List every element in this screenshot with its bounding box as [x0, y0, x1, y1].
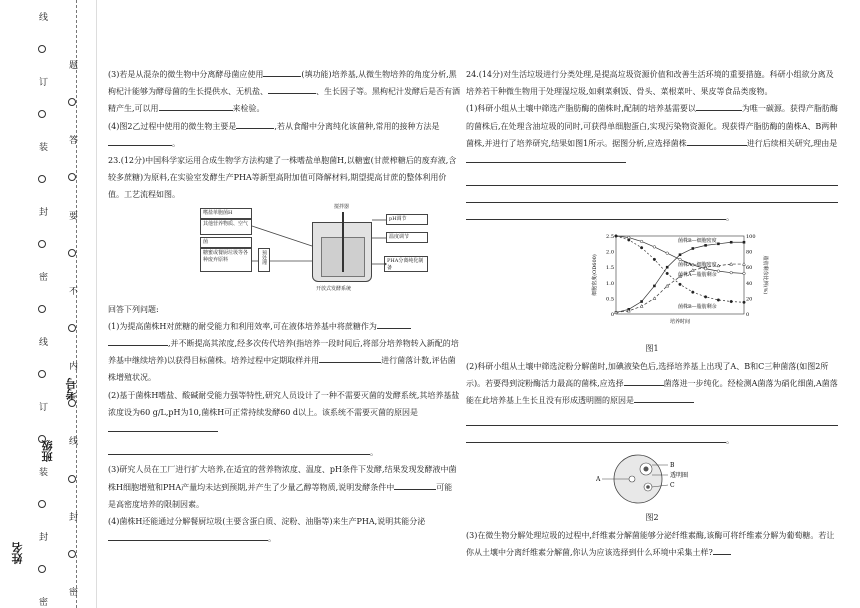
binding-hole-icon: [68, 98, 76, 106]
seal-char: 线: [37, 12, 47, 21]
seal-char: 装: [37, 142, 47, 151]
answer-blank[interactable]: [687, 137, 747, 146]
y-left-axis-label: 细胞密度(OD600): [592, 254, 598, 297]
name-label: 姓名: [11, 542, 24, 564]
data-point: [730, 301, 733, 304]
flow-box-nutrients: 其他营养物质、空气: [200, 219, 252, 235]
x-axis-label: 培养时间: [669, 319, 691, 326]
data-point: [640, 305, 643, 308]
binding-hole-icon: [68, 550, 76, 558]
binding-hole-icon: [38, 565, 46, 573]
answer-blank[interactable]: [108, 137, 172, 146]
data-point: [717, 299, 720, 302]
series-label: 菌株A—细胞密度: [678, 262, 717, 269]
ph-control-box: pH调节: [386, 214, 428, 225]
answer-blank[interactable]: [394, 481, 436, 490]
data-point: [743, 273, 746, 276]
data-point: [628, 239, 631, 242]
answer-blank[interactable]: [268, 85, 316, 94]
y-right-tick-label: 40: [746, 281, 753, 288]
answer-line[interactable]: [466, 431, 726, 443]
data-point: [666, 273, 669, 276]
y-left-tick-label: 0.5: [606, 296, 614, 303]
series-label: 菌株B—细胞密度: [678, 238, 717, 245]
data-point: [679, 259, 682, 262]
halo-label: 透明圈: [670, 472, 689, 480]
exam-number-label: 考号: [65, 378, 78, 400]
data-point: [704, 244, 707, 247]
petri-dish-diagram: [596, 451, 696, 509]
y-left-tick-label: 2.0: [606, 250, 614, 257]
data-point: [743, 241, 746, 244]
answer-blank[interactable]: [713, 546, 731, 555]
binding-hole-icon: [68, 475, 76, 483]
q24-stem: 24.(14分)对生活垃圾进行分类处理,是提高垃圾资源价值和改善生活环境的重要措施。科研小组欲分离及培养若干种微生物用于处理湿垃圾,如剩菜剩饭、骨头、菜根菜叶、果皮等食品类废物。: [466, 70, 834, 97]
binding-hole-icon: [68, 399, 76, 407]
answer-blank[interactable]: [466, 154, 626, 163]
seal-char: 线: [37, 337, 47, 346]
q22-part3: (3)若是从混杂的微生物中分离酵母菌应使用 (填功能)培养基,从微生物培养的角度分析,黑枸杞汁能够为酵母菌的生长提供水、无机盐、 、生长因子等。黑枸杞汁发酵后是否有酒精产生,可以用 来检验。: [108, 70, 460, 114]
data-point: [743, 301, 746, 304]
y-right-tick-label: 100: [746, 234, 756, 241]
y-right-tick-label: 20: [746, 296, 753, 303]
binding-hole-icon: [38, 45, 46, 53]
system-caption: 开放式发酵系统: [316, 285, 352, 292]
answer-blank[interactable]: [696, 102, 742, 111]
figure-1-chart: [590, 230, 770, 340]
data-point: [666, 252, 669, 255]
stirrer-label: 搅拌器: [334, 203, 350, 210]
flow-arrows: [200, 203, 450, 298]
data-point: [717, 243, 720, 246]
y-left-tick-label: 0: [610, 312, 614, 319]
flow-box-strain: 嗜盐单胞菌H: [200, 208, 252, 219]
q22-part4: (4)图2乙过程中使用的微生物主要是 ,若从食醋中分离纯化该菌种,常用的接种方法是。: [108, 121, 440, 148]
seal-char: 装: [37, 467, 47, 476]
pha-purification-box: PHA分离纯化制备: [384, 256, 428, 272]
q23-stem: 23.(12分)中国科学家运用合成生物学方法构建了一株嗜盐单胞菌H,以糖蜜(甘蔗榨糖后的废弃液,含较多蔗糖)为原料,在实验室发酵生产PHA等新型高附加值可降解材料,期望提高甘蔗的整体利用价值。工艺流程如图。: [108, 156, 457, 200]
q23-part4: (4)菌株H还能通过分解餐厨垃圾(主要含蛋白质、淀粉、油脂等)来生产PHA,说明其能分泌。: [108, 517, 426, 544]
flow-box-raw-material: 糖蜜或餐厨垃圾等各种废弃原料: [200, 248, 252, 272]
series-label: 菌株B—脂肪剩余: [678, 304, 717, 311]
answer-blank[interactable]: [263, 68, 301, 77]
answer-line[interactable]: [466, 191, 838, 203]
binding-hole-icon: [38, 175, 46, 183]
answer-intro: 回答下列问题:: [108, 304, 159, 314]
seal-column-inner: [66, 0, 78, 608]
answer-line[interactable]: [466, 208, 726, 220]
y-left-tick-label: 2.5: [606, 234, 614, 241]
q24-part3: (3)在微生物分解处理垃圾的过程中,纤维素分解菌能够分泌纤维素酶,该酶可将纤维素分解为葡萄糖。若让你从土壤中分离纤维素分解菌,你认为应该选择到什么环境中采集土样?: [466, 530, 835, 557]
seal-char: 密: [67, 586, 77, 596]
answer-blank[interactable]: [319, 354, 381, 363]
q24-part2: (2)科研小组从土壤中筛选淀粉分解菌时,加碘液染色后,选择培养基上出现了A、B和C三种菌落(如图2所示)。若要得到淀粉酶活力最高的菌株,应选择 菌落进一步纯化。经检测A菌落为硝化细菌,A菌落能在此培养基上生长且没有形成透明圈的原因是 。: [466, 361, 838, 446]
temp-control-box: 温度调节: [386, 232, 428, 243]
binding-hole-icon: [38, 305, 46, 313]
seal-char: 要: [67, 210, 77, 220]
q23-part3: (3)研究人员在工厂进行扩大培养,在适宜的营养物浓度、温度、pH条件下发酵,结果发现发酵液中菌株H细胞增殖和PHA产量均未达到预期,并产生了少量乙醇等物质,说明发酵条件中 可能是高密度培养的限制因素。: [108, 465, 457, 509]
data-point: [704, 296, 707, 299]
y-right-tick-label: 80: [746, 250, 753, 257]
figure-1-caption: 图1: [645, 344, 659, 354]
data-point: [653, 246, 656, 249]
data-point: [653, 259, 656, 262]
binding-hole-icon: [38, 500, 46, 508]
series-label: 菌株A—脂肪剩余: [678, 272, 717, 279]
data-point: [640, 247, 643, 250]
y-left-tick-label: 1.5: [606, 265, 614, 272]
seal-char: 封: [67, 511, 77, 521]
q24-part1: (1)科研小组从土壤中筛选产脂肪酶的菌株时,配制的培养基需要以 为唯一碳源。获得产脂肪酶的菌株后,在处理含油垃圾的同时,可获得单细胞蛋白,实现污染物资源化。现获得产脂肪酶的菌株A、B两种菌株,并进行了培养研究,结果如图1所示。据图分析,应选择菌株 进行后续相关研究,理由是 。: [466, 104, 838, 223]
data-point: [717, 270, 720, 273]
binding-hole-icon: [38, 370, 46, 378]
seal-char: 密: [37, 597, 47, 606]
process-flow-diagram: [200, 203, 450, 298]
data-point: [730, 272, 733, 275]
answer-blank[interactable]: [108, 423, 218, 432]
data-point: [730, 241, 733, 244]
data-point: [692, 248, 695, 251]
binding-margin: [0, 0, 98, 608]
seal-char: 题: [67, 60, 77, 69]
seal-char: 封: [37, 207, 47, 216]
q23-part2: (2)基于菌株H嗜盐、酸碱耐受能力强等特性,研究人员设计了一种不需要灭菌的发酵系统,其培养基盐浓度设为60 g/L,pH为10,菌株H可正常持续发酵60 d以上。该系统不需要灭菌的原因是 。: [108, 390, 460, 458]
binding-hole-icon: [38, 240, 46, 248]
answer-blank[interactable]: [108, 337, 168, 346]
seal-char: 答: [67, 135, 77, 145]
right-column: [466, 66, 838, 561]
seal-char: 密: [37, 272, 47, 281]
figure-2-petri-dish: [596, 451, 696, 509]
class-label: 班级: [41, 440, 54, 462]
left-column: [108, 66, 460, 547]
data-point: [615, 235, 618, 238]
binding-hole-icon: [68, 249, 76, 257]
answer-line[interactable]: [466, 414, 838, 426]
binding-hole-icon: [68, 324, 76, 332]
y-left-tick-label: 1.0: [606, 281, 614, 288]
answer-blank[interactable]: [624, 377, 664, 386]
seal-char: 线: [67, 436, 77, 446]
data-point: [653, 297, 656, 300]
seal-char: 订: [37, 402, 47, 411]
answer-blank[interactable]: [377, 320, 411, 329]
series-line: [616, 236, 744, 302]
figure-2-caption: 图2: [645, 513, 659, 523]
colony-a-label: A: [596, 476, 601, 484]
seal-char: 不: [67, 285, 77, 295]
data-point: [640, 241, 643, 244]
answer-blank[interactable]: [236, 120, 274, 129]
y-right-tick-label: 0: [746, 312, 750, 319]
y-right-tick-label: 60: [746, 265, 753, 272]
colony-c-label: C: [670, 482, 675, 490]
answer-blank[interactable]: [108, 532, 268, 541]
seal-column-outer: [36, 0, 48, 608]
data-point: [640, 301, 643, 304]
data-point: [679, 254, 682, 257]
answer-blank[interactable]: [634, 394, 694, 403]
flow-box-bacteria: 菌: [200, 237, 252, 248]
colony-b-label: B: [670, 462, 675, 470]
q23-part1: (1)为提高菌株H对蔗糖的耐受能力和利用效率,可在液体培养基中将蔗糖作为,并不断提高其浓度,经多次传代培养(指培养一段时间后,将部分培养物转入新配的培养基中继续培养)以获得目标菌株。培养过程中定期取样并用 进行菌落计数,评估菌株增殖状况。: [108, 321, 459, 383]
data-point: [666, 266, 669, 269]
margin-divider: [96, 0, 97, 608]
data-point: [653, 285, 656, 288]
answer-blank[interactable]: [159, 102, 233, 111]
seal-char: 内: [67, 361, 77, 371]
data-point: [692, 291, 695, 294]
student-info: [6, 360, 78, 600]
binding-hole-icon: [38, 110, 46, 118]
answer-line[interactable]: [466, 174, 838, 186]
seal-char: 订: [37, 77, 47, 86]
answer-line[interactable]: [108, 443, 370, 455]
binding-hole-icon: [68, 173, 76, 181]
flow-box-pretreatment: 预处理: [258, 248, 270, 272]
y-right-axis-label: 脂肪剩余比例(%): [762, 256, 768, 295]
line-chart: [590, 230, 770, 340]
seal-char: 封: [37, 532, 47, 541]
data-point: [679, 283, 682, 286]
